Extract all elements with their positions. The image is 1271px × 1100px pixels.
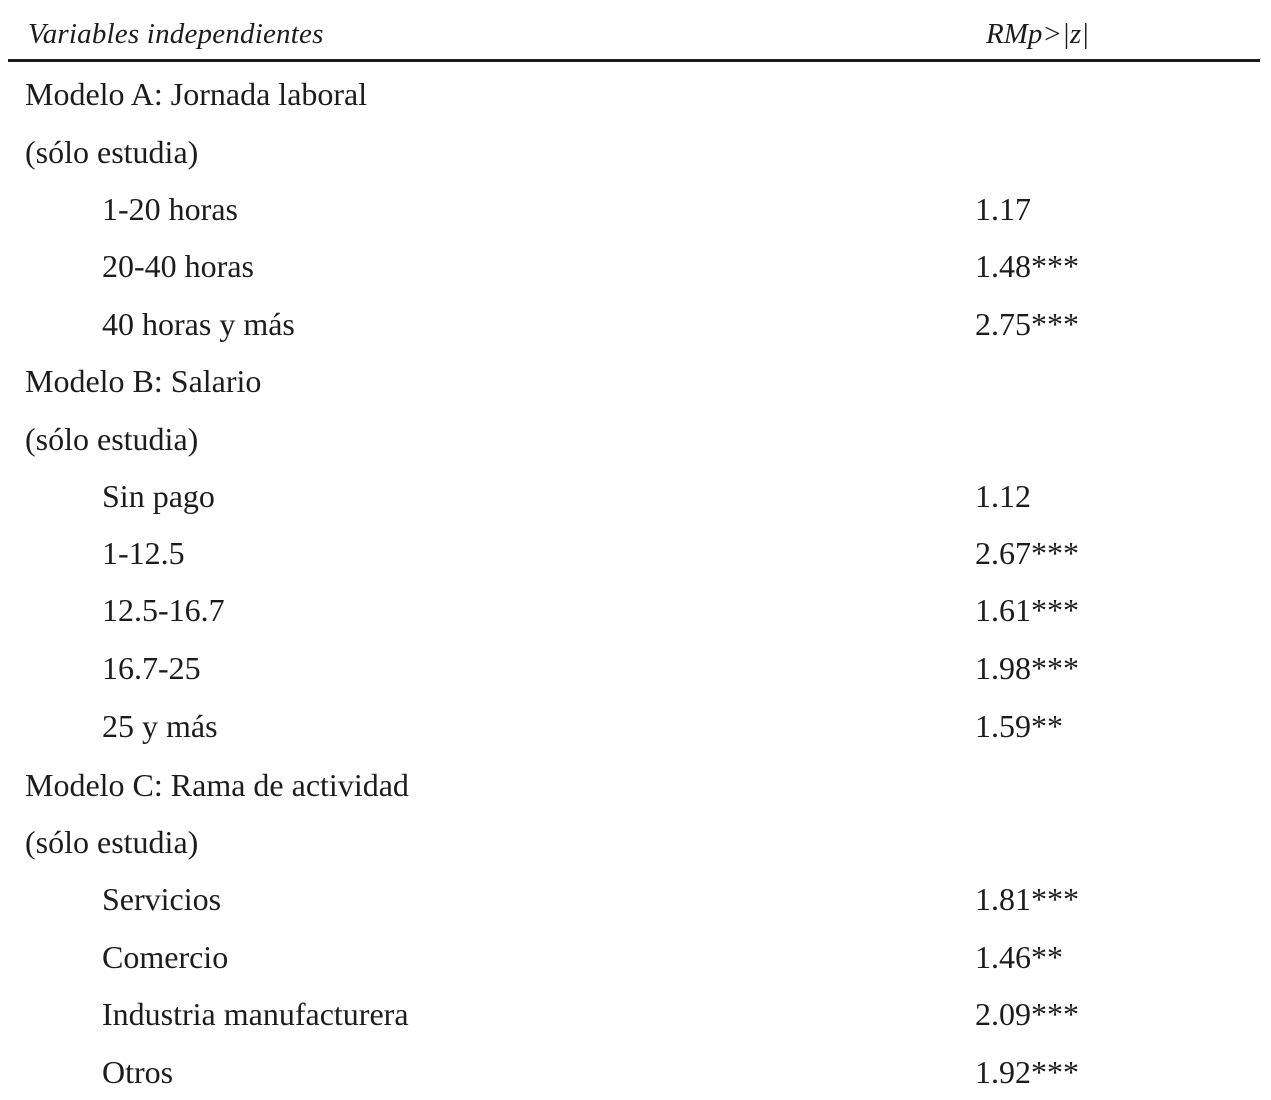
- table-row: [0, 992, 1271, 1042]
- section-subtitle-model-a: [0, 130, 1271, 180]
- row-label: Servicios: [102, 881, 222, 917]
- row-value: 2.09***: [975, 996, 1079, 1032]
- section-title-model-a: [0, 72, 1271, 122]
- row-label: Modelo A: Jornada laboral: [25, 76, 368, 112]
- row-label: 20-40 horas: [102, 248, 254, 284]
- table-row: [0, 531, 1271, 581]
- row-label: 12.5-16.7: [102, 592, 225, 628]
- row-value: 1.81***: [975, 881, 1079, 917]
- row-value: 2.67***: [975, 535, 1079, 571]
- row-value: 1.46**: [975, 939, 1063, 975]
- row-label: Comercio: [102, 939, 229, 975]
- row-value: 1.48***: [975, 248, 1079, 284]
- section-title-model-b: [0, 359, 1271, 409]
- row-label: 1-20 horas: [102, 191, 238, 227]
- row-value: 1.17: [975, 191, 1031, 227]
- table-row: [0, 1050, 1271, 1100]
- row-value: 1.98***: [975, 650, 1079, 686]
- row-label: (sólo estudia): [25, 134, 199, 170]
- table-row: [0, 474, 1271, 524]
- row-label: Industria manufacturera: [102, 996, 409, 1032]
- table-row: [0, 588, 1271, 638]
- header-value: RMp>|z|: [986, 18, 1090, 50]
- row-label: Otros: [102, 1054, 174, 1090]
- table-row: [0, 877, 1271, 927]
- row-label: 25 y más: [102, 708, 218, 744]
- table-row: [0, 704, 1271, 754]
- row-value: 1.59**: [975, 708, 1063, 744]
- table-row: [0, 935, 1271, 985]
- table-row: [0, 187, 1271, 237]
- row-value: 1.92***: [975, 1054, 1079, 1090]
- header-variables: Variables independientes: [28, 18, 324, 50]
- table-row: [0, 646, 1271, 696]
- section-subtitle-model-b: [0, 417, 1271, 467]
- section-subtitle-model-c: [0, 820, 1271, 870]
- row-label: (sólo estudia): [25, 421, 199, 457]
- row-label: (sólo estudia): [25, 824, 199, 860]
- table-row: [0, 244, 1271, 294]
- row-label: 16.7-25: [102, 650, 201, 686]
- row-label: Modelo B: Salario: [25, 363, 262, 399]
- table-header: [8, 0, 1260, 62]
- table-row: [0, 302, 1271, 352]
- row-label: 40 horas y más: [102, 306, 295, 342]
- row-value: 2.75***: [975, 306, 1079, 342]
- row-value: 1.61***: [975, 592, 1079, 628]
- section-title-model-c: [0, 763, 1271, 813]
- row-label: 1-12.5: [102, 535, 185, 571]
- row-value: 1.12: [975, 478, 1031, 514]
- row-label: Sin pago: [102, 478, 215, 514]
- row-label: Modelo C: Rama de actividad: [25, 767, 409, 803]
